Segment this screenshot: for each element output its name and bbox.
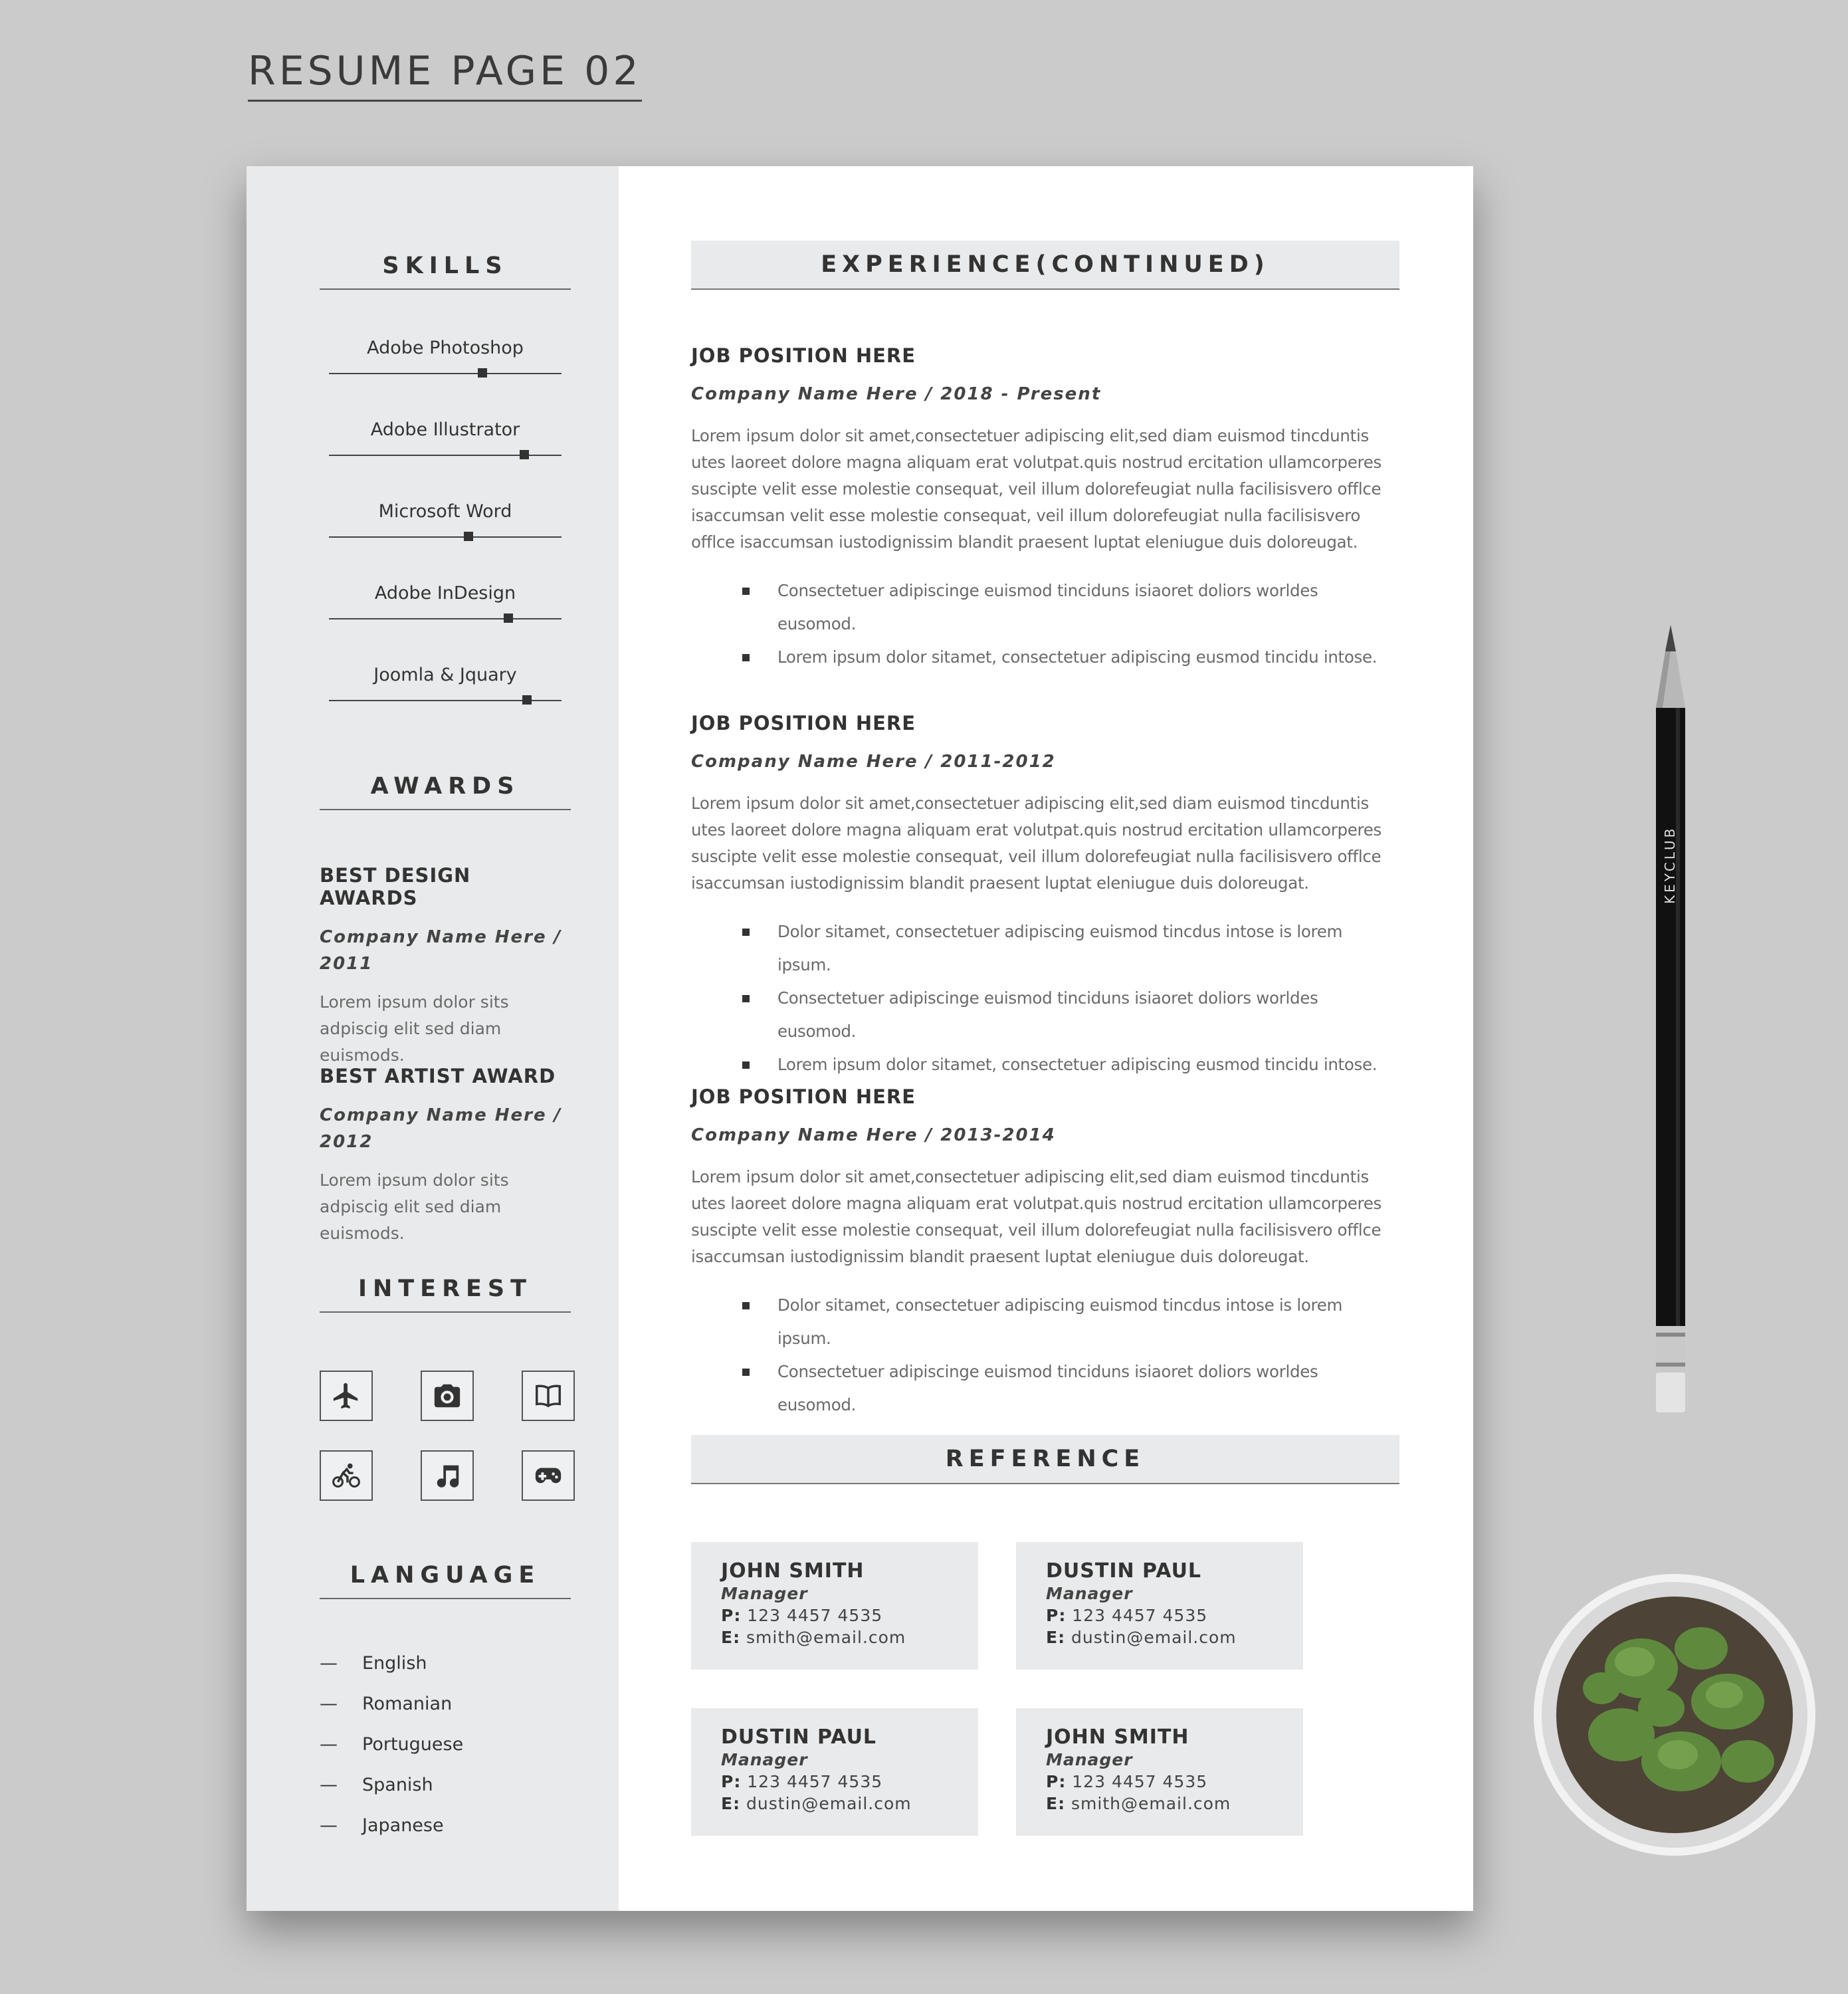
cycling-icon [320, 1450, 373, 1501]
reference-name: DUSTIN PAUL [721, 1725, 877, 1749]
skill-item [329, 419, 562, 456]
dash-icon: — [320, 1653, 338, 1674]
reference-card [691, 1542, 978, 1670]
phone-label: P: [1046, 1606, 1067, 1625]
skill-bar [329, 536, 562, 538]
phone-label: P: [1046, 1772, 1067, 1791]
reference-role: Manager [721, 1584, 808, 1603]
award-company: Company Name Here / 2011 [320, 927, 562, 974]
experience-title: EXPERIENCE(CONTINUED) [691, 241, 1399, 290]
skill-name: Adobe InDesign [374, 583, 516, 604]
reference-phone [721, 1606, 906, 1625]
page-heading: RESUME PAGE 02 [248, 48, 642, 102]
skill-level-handle [464, 532, 473, 541]
language-title: LANGUAGE [320, 1562, 571, 1599]
dash-icon: — [320, 1694, 338, 1714]
skill-item [329, 583, 562, 619]
job-bullet-text: Dolor sitamet, consectetuer adipiscing euismod tincdus intose is lorem ipsum. [777, 922, 1343, 974]
job-company: Company Name Here / 2018 - Present [691, 384, 1102, 404]
skill-item [329, 338, 562, 374]
bullet-square-icon [742, 995, 750, 1002]
job-bullet [691, 915, 1399, 982]
dash-icon: — [320, 1775, 338, 1795]
award-item [320, 864, 572, 1069]
language-name: Romanian [362, 1694, 453, 1714]
job-bullet-text: Consectetuer adipiscinge euismod tinciduns isiaoret doliors worldes eusomod. [777, 988, 1318, 1041]
bullet-square-icon [742, 1369, 750, 1376]
reference-phone [1046, 1606, 1237, 1625]
award-description: Lorem ipsum dolor sits adpiscig elit sed diam euismods. [320, 1170, 509, 1243]
gamepad-icon [522, 1450, 575, 1501]
airplane-icon [320, 1371, 373, 1421]
skill-name: Joomla & Jquary [373, 665, 517, 685]
skill-item [329, 501, 562, 538]
reference-phone [1046, 1772, 1231, 1791]
language-name: Portuguese [362, 1734, 464, 1755]
job-entry [691, 712, 1399, 1081]
email-value: dustin@email.com [746, 1794, 912, 1813]
phone-value: 123 4457 4535 [747, 1606, 883, 1625]
bullet-square-icon [742, 588, 750, 595]
potted-plant-decoration [1528, 1569, 1821, 1861]
reference-email [721, 1794, 912, 1813]
skill-level-handle [520, 450, 529, 459]
skill-level-handle [522, 695, 532, 705]
job-bullet-text: Consectetuer adipiscinge euismod tinciduns isiaoret doliors worldes eusomod. [777, 1362, 1318, 1414]
phone-value: 123 4457 4535 [1072, 1606, 1208, 1625]
job-entry [691, 1085, 1399, 1422]
reference-title: REFERENCE [691, 1435, 1399, 1484]
email-value: smith@email.com [1071, 1794, 1231, 1813]
skills-title: SKILLS [320, 253, 571, 290]
reference-name: JOHN SMITH [721, 1559, 865, 1583]
book-icon [522, 1371, 575, 1421]
skill-item [329, 665, 562, 701]
phone-value: 123 4457 4535 [1072, 1772, 1208, 1791]
reference-name: DUSTIN PAUL [1046, 1559, 1202, 1583]
phone-label: P: [721, 1772, 742, 1791]
skill-level-handle [504, 613, 513, 623]
job-bullet-text: Lorem ipsum dolor sitamet, consectetuer adipiscing eusmod tincidu intose. [777, 647, 1378, 667]
skill-level-handle [478, 368, 487, 378]
phone-value: 123 4457 4535 [747, 1772, 883, 1791]
job-title: JOB POSITION HERE [691, 1085, 916, 1108]
job-bullet [691, 1289, 1399, 1355]
language-item [320, 1694, 452, 1714]
reference-role: Manager [721, 1750, 808, 1769]
award-description: Lorem ipsum dolor sits adpiscig elit sed diam euismods. [320, 992, 509, 1065]
job-entry [691, 344, 1399, 674]
job-company: Company Name Here / 2013-2014 [691, 1125, 1056, 1145]
email-label: E: [721, 1794, 741, 1813]
resume-sheet [247, 166, 1473, 1911]
job-bullet-text: Consectetuer adipiscinge euismod tinciduns isiaoret doliors worldes eusomod. [777, 581, 1318, 633]
language-item [320, 1734, 463, 1755]
email-label: E: [1046, 1794, 1066, 1813]
bullet-square-icon [742, 1302, 750, 1309]
reference-card [691, 1708, 978, 1836]
pencil-decoration [1656, 625, 1685, 1456]
email-label: E: [1046, 1628, 1066, 1647]
skill-name: Microsoft Word [378, 501, 512, 522]
reference-card [1016, 1542, 1303, 1670]
job-bullet [691, 982, 1399, 1048]
phone-label: P: [721, 1606, 742, 1625]
reference-card [1016, 1708, 1303, 1836]
language-item [320, 1775, 433, 1795]
reference-phone [721, 1772, 912, 1791]
music-icon [421, 1450, 474, 1501]
award-item [320, 1065, 572, 1247]
language-name: Japanese [362, 1815, 444, 1836]
camera-icon [421, 1371, 474, 1421]
email-label: E: [721, 1628, 741, 1647]
dash-icon: — [320, 1734, 338, 1755]
awards-title: AWARDS [320, 773, 571, 810]
job-bullets [691, 574, 1399, 674]
interest-title: INTEREST [320, 1275, 571, 1313]
reference-role: Manager [1046, 1750, 1133, 1769]
language-item [320, 1653, 427, 1674]
sidebar [247, 166, 619, 1911]
language-name: English [362, 1653, 427, 1674]
award-company: Company Name Here / 2012 [320, 1105, 562, 1152]
job-description: Lorem ipsum dolor sit amet,consectetuer adipiscing elit,sed diam euismod tincduntis utes laoreet dolore magna aliquam erat volutpat.quis nostrud ercitation ullamcorperes suscipte velit esse molestie consequat, veil illum dolorefeugiat nulla facilisisvero offlce isaccumsan iustodignissim blandit praesent luptat eleniugue duis doloreugat. [691, 794, 1382, 893]
award-title: BEST DESIGN AWARDS [320, 864, 471, 909]
reference-name: JOHN SMITH [1046, 1725, 1189, 1749]
reference-email [1046, 1628, 1237, 1647]
job-description: Lorem ipsum dolor sit amet,consectetuer adipiscing elit,sed diam euismod tincduntis utes laoreet dolore magna aliquam erat volutpat.quis nostrud ercitation ullamcorperes suscipte velit esse molestie consequat, veil illum dolorefeugiat nulla facilisisvero offlce isaccumsan iustodignissim blandit praesent luptat eleniugue duis doloreugat. [691, 1167, 1382, 1266]
skill-bar [329, 455, 562, 456]
bullet-square-icon [742, 1061, 750, 1069]
skill-name: Adobe Photoshop [367, 338, 524, 358]
reference-role: Manager [1046, 1584, 1133, 1603]
job-description: Lorem ipsum dolor sit amet,consectetuer adipiscing elit,sed diam euismod tincduntis utes laoreet dolore magna aliquam erat volutpat.quis nostrud ercitation ullamcorperes suscipte velit esse molestie consequat, veil illum dolorefeugiat nulla facilisisvero offlce isaccumsan velit esse molestie consequat, veil illum dolorefeugiat nulla facilisisvero offlce isaccumsan iustodignissim blandit praesent luptat eleniugue duis doloreugat. [691, 426, 1382, 552]
job-title: JOB POSITION HERE [691, 712, 916, 734]
email-value: smith@email.com [746, 1628, 906, 1647]
language-name: Spanish [362, 1775, 433, 1795]
skill-bar [329, 700, 562, 701]
job-bullet [691, 1048, 1399, 1081]
skill-name: Adobe Illustrator [370, 419, 520, 440]
pencil-brand: KEYCLUB [1662, 826, 1678, 904]
job-bullet [691, 641, 1399, 674]
reference-email [1046, 1794, 1231, 1813]
job-bullets [691, 1289, 1399, 1422]
skill-bar [329, 373, 562, 374]
job-bullet [691, 1355, 1399, 1422]
award-title: BEST ARTIST AWARD [320, 1065, 556, 1087]
job-bullet-text: Dolor sitamet, consectetuer adipiscing euismod tincdus intose is lorem ipsum. [777, 1295, 1343, 1348]
job-title: JOB POSITION HERE [691, 344, 916, 367]
reference-email [721, 1628, 906, 1647]
bullet-square-icon [742, 929, 750, 936]
language-item [320, 1815, 444, 1836]
bullet-square-icon [742, 654, 750, 661]
skill-bar [329, 618, 562, 619]
job-bullets [691, 915, 1399, 1081]
job-bullet [691, 574, 1399, 641]
dash-icon: — [320, 1815, 338, 1836]
email-value: dustin@email.com [1071, 1628, 1237, 1647]
job-company: Company Name Here / 2011-2012 [691, 752, 1056, 772]
job-bullet-text: Lorem ipsum dolor sitamet, consectetuer adipiscing eusmod tincidu intose. [777, 1055, 1378, 1074]
